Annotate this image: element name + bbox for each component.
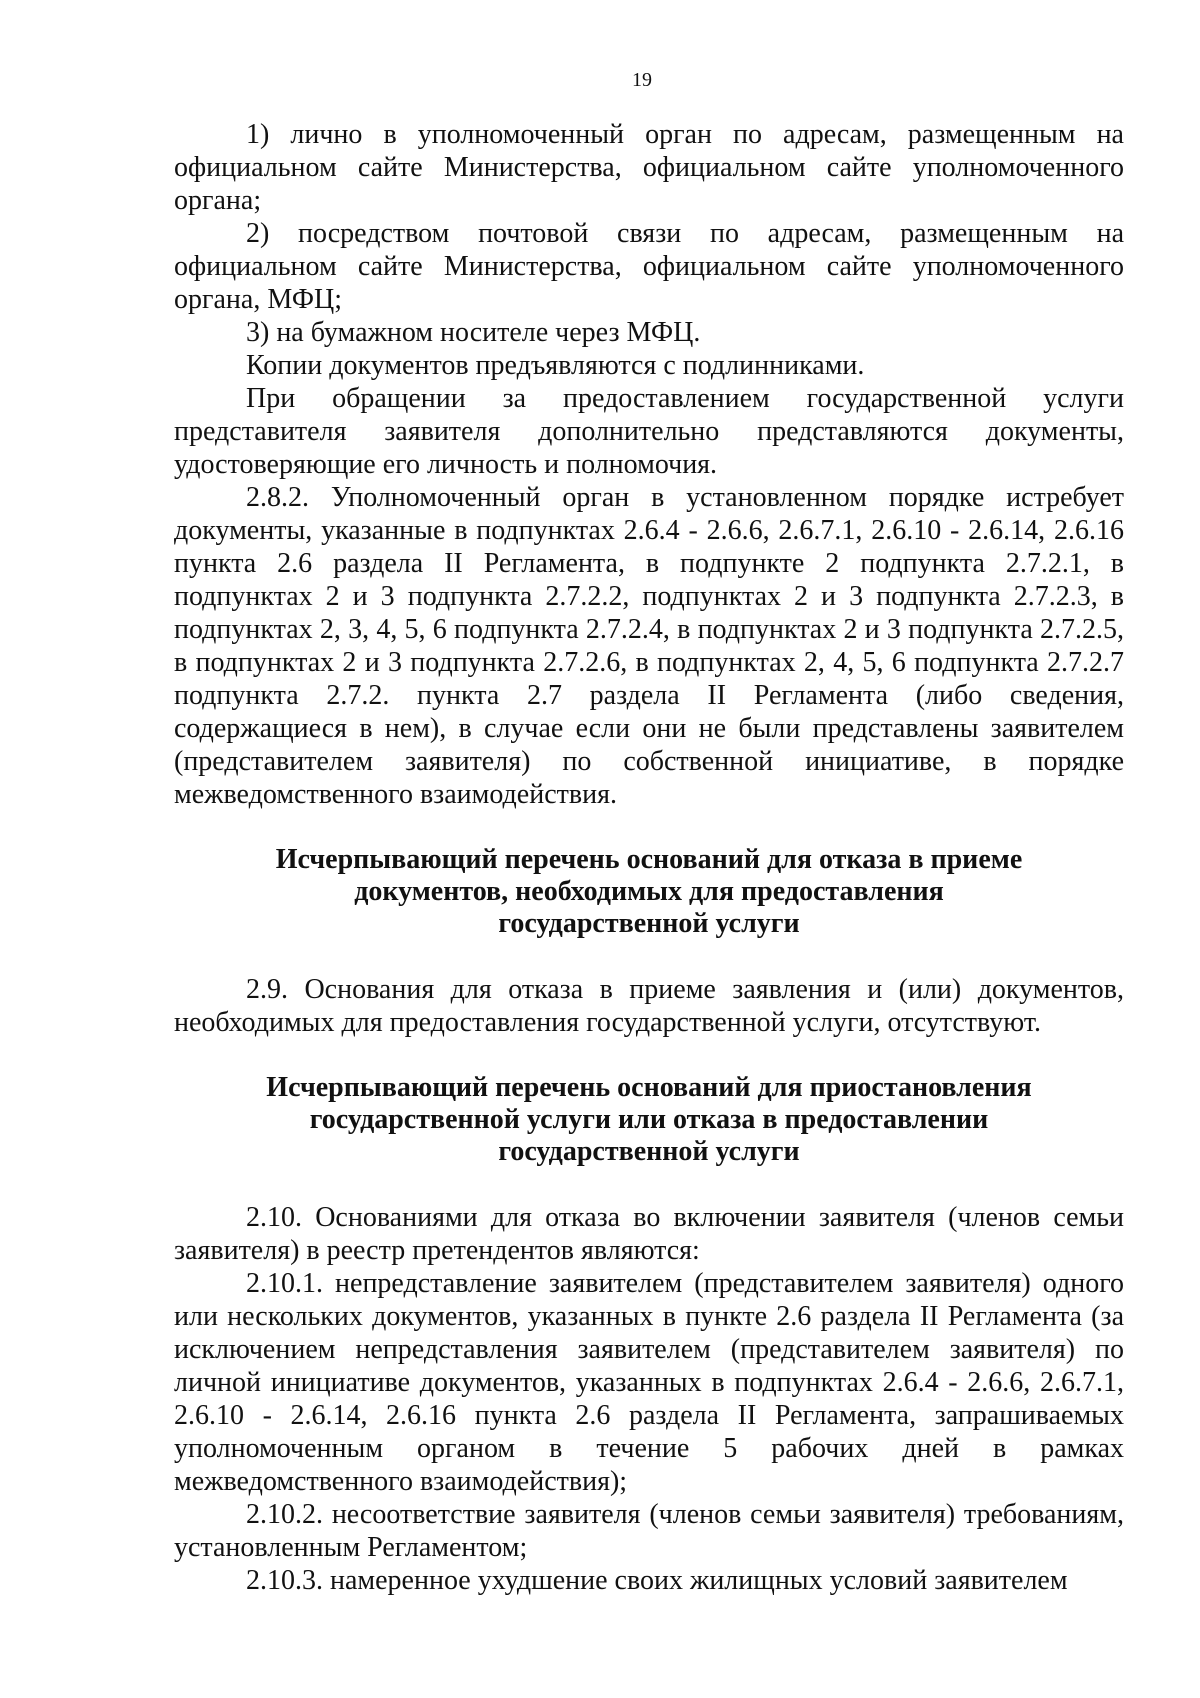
paragraph-item-3: 3) на бумажном носителе через МФЦ.: [246, 317, 701, 348]
paragraph-item-1: 1) лично в уполномоченный орган по адресам, размещенным на официальном сайте Министерства, официальном сайте уполномоченного органа;: [174, 119, 1124, 216]
paragraph-2-10-2: 2.10.2. несоответствие заявителя (членов семьи заявителя) требованиям, установленным Регламентом;: [174, 1499, 1124, 1563]
paragraph-copies: Копии документов предъявляются с подлинниками.: [246, 350, 865, 381]
section-heading-suspension-refusal: Исчерпывающий перечень оснований для приостановления государственной услуги или отказа в предоставлении государственной услуги: [266, 1072, 1032, 1167]
paragraph-2-10: 2.10. Основаниями для отказа во включении заявителя (членов семьи заявителя) в реестр претендентов являются:: [174, 1202, 1124, 1266]
paragraph-representative: При обращении за предоставлением государственной услуги представителя заявителя дополнительно представляются документы, удостоверяющие его личность и полномочия.: [174, 383, 1124, 480]
paragraph-2-8-2: 2.8.2. Уполномоченный орган в установленном порядке истребует документы, указанные в подпунктах 2.6.4 - 2.6.6, 2.6.7.1, 2.6.10 - 2.6.14, 2.6.16 пункта 2.6 раздела II Регламента, в подпункте 2 подпункта 2.7.2.1, в подпунктах 2 и 3 подпункта 2.7.2.2, подпунктах 2 и 3 подпункта 2.7.2.3, в подпунктах 2, 3, 4, 5, 6 подпункта 2.7.2.4, в подпунктах 2 и 3 подпункта 2.7.2.5, в подпунктах 2 и 3 подпункта 2.7.2.6, в подпунктах 2, 4, 5, 6 подпункта 2.7.2.7 подпункта 2.7.2. пункта 2.7 раздела II Регламента (либо сведения, содержащиеся в нем), в случае если они не были представлены заявителем (представителем заявителя) по собственной инициативе, в порядке межведомственного взаимодействия.: [174, 482, 1124, 810]
document-body: [174, 118, 1124, 1597]
page-number: 19: [632, 69, 652, 91]
section-heading-refusal-acceptance: Исчерпывающий перечень оснований для отказа в приеме документов, необходимых для предоставления государственной услуги: [275, 844, 1023, 939]
paragraph-item-2: 2) посредством почтовой связи по адресам, размещенным на официальном сайте Министерства, официальном сайте уполномоченного органа, МФЦ;: [174, 218, 1124, 315]
paragraph-2-10-3: 2.10.3. намеренное ухудшение своих жилищных условий заявителем: [246, 1565, 1068, 1596]
paragraph-2-10-1: 2.10.1. непредставление заявителем (представителем заявителя) одного или нескольких документов, указанных в пункте 2.6 раздела II Регламента (за исключением непредставления заявителем (представителем заявителя) по личной инициативе документов, указанных в подпунктах 2.6.4 - 2.6.6, 2.6.7.1, 2.6.10 - 2.6.14, 2.6.16 пункта 2.6 раздела II Регламента, запрашиваемых уполномоченным органом в течение 5 рабочих дней в рамках межведомственного взаимодействия);: [174, 1268, 1124, 1497]
paragraph-2-9: 2.9. Основания для отказа в приеме заявления и (или) документов, необходимых для предоставления государственной услуги, отсутствуют.: [174, 974, 1124, 1038]
